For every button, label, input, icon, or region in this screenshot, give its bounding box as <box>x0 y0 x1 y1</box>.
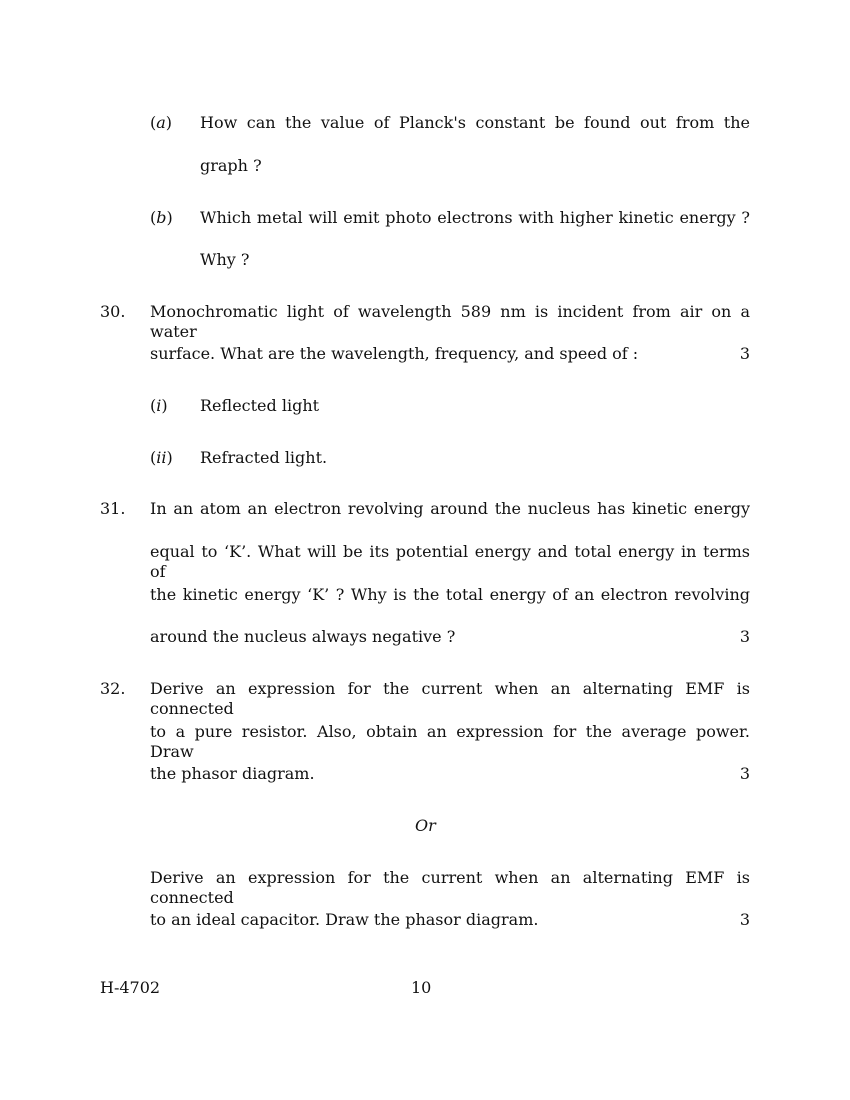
label-open: ( <box>150 208 157 227</box>
label-letter: i <box>156 396 162 415</box>
label-open: ( <box>150 113 157 132</box>
label-letter: a <box>156 113 166 132</box>
q31-marks: 3 <box>739 627 750 646</box>
q31-line-3: the kinetic energy ‘K’ ? Why is the total energy of an electron revolving <box>150 585 750 604</box>
or-separator: Or <box>415 816 436 835</box>
q29a-line-1: How can the value of Planck's constant be found out from the <box>200 113 750 132</box>
label-open: ( <box>150 396 157 415</box>
label-close: ) <box>161 396 168 415</box>
q30-ii-text: Refracted light. <box>200 448 328 467</box>
q29a-line-2: graph ? <box>200 156 262 175</box>
question-number-32: 32. <box>100 679 126 698</box>
sub-label-i <box>150 396 168 416</box>
q31-line-1: In an atom an electron revolving around the nucleus has kinetic energy <box>150 499 750 518</box>
label-close: ) <box>165 113 173 132</box>
q32-line-1: Derive an expression for the current when an alternating EMF is connected <box>150 679 750 718</box>
q29b-line-1: Which metal will emit photo electrons with higher kinetic energy ? <box>200 208 750 227</box>
label-letter: ii <box>156 448 167 467</box>
sub-label-ii <box>150 448 173 468</box>
label-open: ( <box>150 448 157 467</box>
q31-line-4: around the nucleus always negative ? <box>150 627 456 646</box>
q30-marks: 3 <box>739 344 750 363</box>
page-number: 10 <box>411 978 432 997</box>
label-close: ) <box>166 208 173 227</box>
q29b-line-2: Why ? <box>200 250 250 269</box>
sub-label-b <box>150 208 173 228</box>
q32-line-3: the phasor diagram. <box>150 764 315 783</box>
label-close: ) <box>166 448 173 467</box>
q32-alt-marks: 3 <box>739 910 750 929</box>
q30-i-text: Reflected light <box>200 396 320 415</box>
q32-line-2: to a pure resistor. Also, obtain an expression for the average power. Draw <box>150 722 750 761</box>
q32-alt-line-2: to an ideal capacitor. Draw the phasor diagram. <box>150 910 539 929</box>
question-number-31: 31. <box>100 499 126 518</box>
q30-line-1: Monochromatic light of wavelength 589 nm is incident from air on a water <box>150 302 750 341</box>
q32-marks: 3 <box>739 764 750 783</box>
question-number-30: 30. <box>100 302 126 321</box>
sub-label-a <box>150 113 172 133</box>
q32-alt-line-1: Derive an expression for the current when an alternating EMF is connected <box>150 868 750 907</box>
q30-line-2: surface. What are the wavelength, frequency, and speed of : <box>150 344 639 363</box>
paper-code: H-4702 <box>100 978 161 997</box>
q31-line-2: equal to ‘K’. What will be its potential energy and total energy in terms of <box>150 542 750 581</box>
label-letter: b <box>156 208 167 227</box>
